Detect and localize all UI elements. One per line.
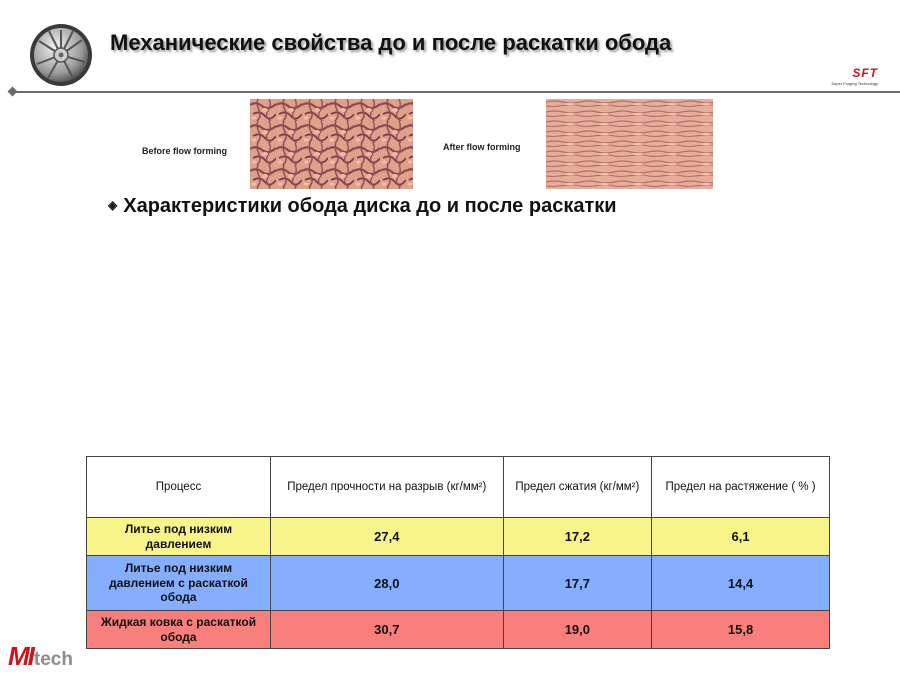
- sft-logo-subtitle: Super Forging Technology: [831, 81, 878, 86]
- mitech-logo-mi: MI: [8, 641, 33, 671]
- tensile-cell: 27,4: [271, 518, 504, 556]
- compression-cell: 17,7: [503, 556, 652, 611]
- column-header-elongation: Предел на растяжение ( % ): [652, 457, 830, 518]
- process-cell: Литье под низким давлением: [87, 518, 271, 556]
- column-header-tensile: Предел прочности на разрыв (кг/мм²): [271, 457, 504, 518]
- process-cell: Литье под низким давлением с раскаткой обода: [87, 556, 271, 611]
- section-heading-text: Характеристики обода диска до и после раскатки: [123, 195, 617, 217]
- table-row: [87, 518, 830, 556]
- before-flow-forming-label: Before flow forming: [142, 146, 227, 156]
- elongation-cell: 15,8: [652, 611, 830, 649]
- sft-logo-mark: SFT: [852, 66, 878, 80]
- table-row: [87, 611, 830, 649]
- sft-logo: [831, 66, 878, 86]
- process-cell: Жидкая ковка с раскаткой обода: [87, 611, 271, 649]
- section-heading: [108, 195, 617, 218]
- after-flow-forming-label: After flow forming: [443, 142, 521, 152]
- elongation-cell: 6,1: [652, 518, 830, 556]
- page-title: Механические свойства до и после раскатки обода: [110, 30, 672, 55]
- table-row: [87, 556, 830, 611]
- tensile-cell: 28,0: [271, 556, 504, 611]
- column-header-process: Процесс: [87, 457, 271, 518]
- before-microstructure-image: [250, 99, 413, 189]
- tensile-cell: 30,7: [271, 611, 504, 649]
- column-header-compression: Предел сжатия (кг/мм²): [503, 457, 652, 518]
- compression-cell: 17,2: [503, 518, 652, 556]
- mitech-logo: [8, 641, 73, 672]
- diamond-bullet-icon: ◈: [108, 198, 118, 212]
- properties-table: [86, 456, 830, 649]
- after-microstructure-image: [546, 99, 713, 189]
- header-divider: [14, 91, 900, 93]
- wheel-logo-icon: [28, 22, 94, 88]
- table-header-row: [87, 457, 830, 518]
- elongation-cell: 14,4: [652, 556, 830, 611]
- compression-cell: 19,0: [503, 611, 652, 649]
- mitech-logo-tech: tech: [33, 649, 73, 670]
